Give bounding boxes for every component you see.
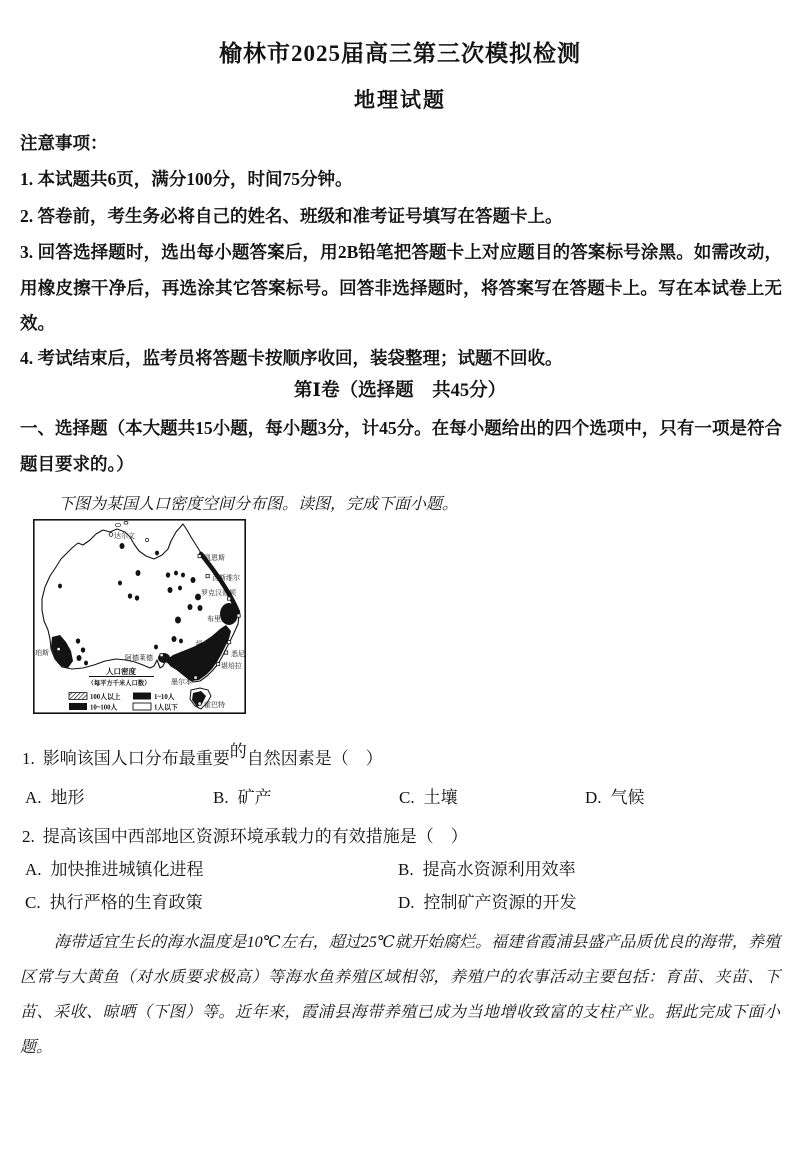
q2-option-d: D. 控制矿产资源的开发 <box>398 893 577 912</box>
notice-item-2: 2. 答卷前，考生务必将自己的姓名、班级和准考证号填写在答题卡上。 <box>20 206 563 226</box>
legend-swatch-10to100 <box>69 703 87 710</box>
notices-heading: 注意事项： <box>20 133 108 153</box>
australia-population-density-map <box>33 519 246 714</box>
label-hobart: 霍巴特 <box>204 701 225 709</box>
page-title: 榆林市2025届高三第三次模拟检测 <box>219 41 581 66</box>
label-darwin: 达尔文 <box>114 532 135 540</box>
marker-rockhampton <box>228 597 231 600</box>
page-subtitle: 地理试题 <box>354 88 446 112</box>
marker-perth <box>57 648 60 651</box>
label-perth: 珀斯 <box>35 649 49 657</box>
question-1-text-before: 影响该国人口分布最重要 <box>42 749 230 768</box>
reading-passage-2: 海带适宜生长的海水温度是10℃左右，超过25℃就开始腐烂。福建省霞浦县盛产品质优良的海带，养殖区常与大黄鱼（对水质要求极高）等海水鱼养殖区域相邻，养殖户的农事活动主要包括：育苗、夹苗、下苗、采收、晾晒（下图）等。近年来，霞浦县海带养殖已成为当地增收致富的支柱产业。据此完成下面小题。 <box>20 934 780 1056</box>
legend-swatch-under1 <box>133 703 151 710</box>
legend-swatch-1to10 <box>133 693 151 700</box>
legend-swatch-over100 <box>69 693 87 700</box>
marker-brisbane <box>237 614 240 617</box>
label-cairns: 凯恩斯 <box>204 554 225 562</box>
legend-label-1to10: 1~10人 <box>154 694 175 701</box>
label-melbourne: 墨尔本 <box>171 678 192 686</box>
label-canberra: 堪培拉 <box>221 662 242 670</box>
marker-hobart <box>198 702 201 705</box>
q2-option-c: C. 执行严格的生育政策 <box>25 893 203 912</box>
legend-label-over100: 100人以上 <box>90 694 121 701</box>
notice-item-1: 1. 本试题共6页，满分100分，时间75分钟。 <box>20 169 353 189</box>
marker-newcastle <box>228 641 231 644</box>
legend-title: 人口密度 <box>106 667 136 676</box>
marker-sydney <box>225 651 228 654</box>
label-brisbane: 布里斯班 <box>207 615 235 623</box>
q1-option-a: A. 地形 <box>25 788 85 807</box>
question-1-text-after: 自然因素是（ ） <box>246 749 383 768</box>
question-1-number: 1. <box>22 749 35 768</box>
section-1-instruction: 一、选择题（本大题共15小题，每小题3分，计45分。在每小题给出的四个选项中，只有一项是符合题目要求的。） <box>20 418 782 474</box>
legend-label-10to100: 10~100人 <box>90 704 118 712</box>
marker-townsville <box>206 575 209 578</box>
label-sydney: 悉尼 <box>231 650 245 658</box>
q2-option-a: A. 加快推进城镇化进程 <box>25 860 204 879</box>
legend-subtitle: （每平方千米人口数） <box>87 680 151 687</box>
marker-canberra <box>217 663 220 666</box>
legend-label-under1: 1人以下 <box>154 704 178 712</box>
question-2-number: 2. <box>22 827 35 846</box>
label-rockhampton: 罗克汉普顿 <box>201 589 236 597</box>
marker-darwin <box>109 533 113 537</box>
reading-passage-1: 下图为某国人口密度空间分布图。读图，完成下面小题。 <box>58 496 459 513</box>
q2-option-b: B. 提高水资源利用效率 <box>398 860 576 879</box>
q1-option-d: D. 气候 <box>585 788 645 807</box>
section-1-header: 第Ⅰ卷（选择题 共45分） <box>293 381 507 401</box>
notice-item-3: 3. 回答选择题时，选出每小题答案后，用2B铅笔把答题卡上对应题目的答案标号涂黑。如需改动，用橡皮擦干净后，再选涂其它答案标号。回答非选择题时，将答案写在答题卡上。写在本试卷上无效。 <box>20 242 782 333</box>
label-newcastle: 纽卡斯尔 <box>196 640 224 648</box>
marker-cairns <box>198 555 201 558</box>
notice-item-4: 4. 考试结束后，监考员将答题卡按顺序收回，装袋整理；试题不回收。 <box>20 348 563 368</box>
q1-option-c: C. 土壤 <box>399 788 458 807</box>
question-2-stem <box>22 822 468 847</box>
marker-melbourne <box>194 676 197 679</box>
question-2-text: 提高该国中西部地区资源环境承载力的有效措施是（ ） <box>42 827 468 846</box>
marker-adelaide <box>160 654 163 657</box>
question-1-stem <box>22 744 383 769</box>
label-townsville: 汤斯维尔 <box>212 574 240 582</box>
q1-option-b: B. 矿产 <box>213 788 272 807</box>
label-adelaide: 阿德莱德 <box>125 654 153 662</box>
question-1-raised-char: 的 <box>229 742 247 761</box>
